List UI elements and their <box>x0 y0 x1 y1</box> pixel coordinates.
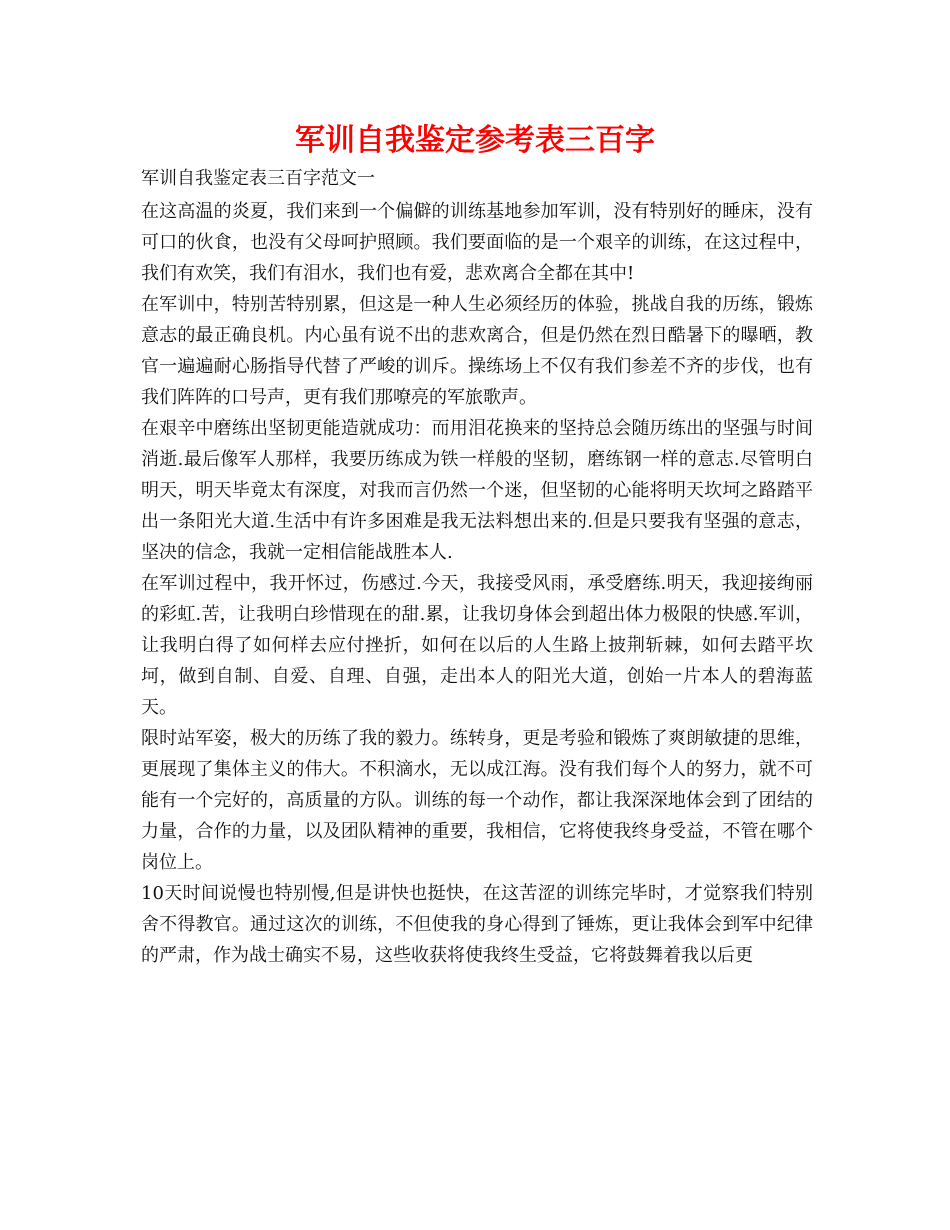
paragraph-2: 在军训中，特别苦特别累，但这是一种人生必须经历的体验，挑战自我的历练，锻炼意志的最正确良机。内心虽有说不出的悲欢离合，但是仍然在烈日酷暑下的曝晒，教官一遍遍耐心肠指导代替了严峻的训斥。操练场上不仅有我们参差不齐的步伐，也有我们阵阵的口号声，更有我们那嘹亮的军旅歌声。 <box>141 294 813 408</box>
paragraph-5: 限时站军姿，极大的历练了我的毅力。练转身，更是考验和锻炼了爽朗敏捷的思维，更展现了集体主义的伟大。不积滴水，无以成江海。没有我们每个人的努力，就不可能有一个完好的，高质量的方队。训练的每一个动作，都让我深深地体会到了团结的力量，合作的力量，以及团队精神的重要，我相信，它将使我终身受益，不管在哪个岗位上。 <box>141 728 813 873</box>
paragraph-3: 在艰辛中磨练出坚韧更能造就成功：而用泪花换来的坚持总会随历练出的坚强与时间消逝.最后像军人那样，我要历练成为铁一样般的坚韧，磨练钢一样的意志.尽管明白明天，明天毕竟太有深度，对我而言仍然一个迷，但坚韧的心能将明天坎坷之路踏平出一条阳光大道.生活中有许多困难是我无法料想出来的.但是只要我有坚强的意志，坚决的信念，我就一定相信能战胜本人. <box>141 418 813 563</box>
paragraph-6: 10天时间说慢也特别慢,但是讲快也挺快，在这苦涩的训练完毕时，才觉察我们特别舍不得教官。通过这次的训练，不但使我的身心得到了锤炼，更让我体会到军中纪律的严肃，作为战士确实不易，这些收获将使我终生受益，它将鼓舞着我以后更 <box>141 883 813 966</box>
paragraph-4: 在军训过程中，我开怀过，伤感过.今天，我接受风雨，承受磨练.明天，我迎接绚丽的彩虹.苦，让我明白珍惜现在的甜.累，让我切身体会到超出体力极限的快感.军训，让我明白得了如何样去应付挫折，如何在以后的人生路上披荆斩棘，如何去踏平坎坷，做到自制、自爱、自理、自强，走出本人的阳光大道，创始一片本人的碧海蓝天。 <box>141 573 813 718</box>
document-subtitle: 军训自我鉴定表三百字范文一 <box>141 168 375 189</box>
paragraph-1: 在这高温的炎夏，我们来到一个偏僻的训练基地参加军训，没有特别好的睡床，没有可口的伙食，也没有父母呵护照顾。我们要面临的是一个艰辛的训练，在这过程中，我们有欢笑，我们有泪水，我们也有爱，悲欢离合全都在其中! <box>141 201 813 284</box>
document-body <box>141 163 813 971</box>
document-title: 军训自我鉴定参考表三百字 <box>295 123 655 158</box>
